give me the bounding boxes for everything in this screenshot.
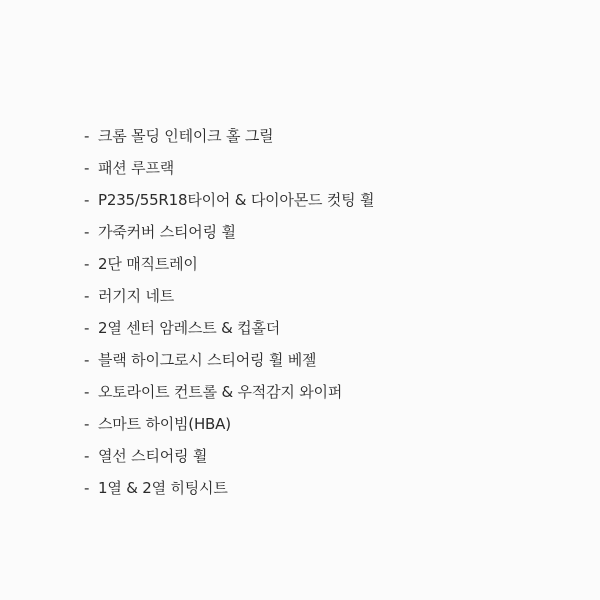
list-item	[84, 126, 560, 146]
bullet-dash-icon: -	[84, 479, 90, 497]
list-item	[84, 350, 560, 370]
bullet-dash-icon: -	[84, 287, 90, 305]
bullet-dash-icon: -	[84, 415, 90, 433]
list-item-label: 2단 매직트레이	[98, 255, 198, 273]
list-item	[84, 414, 560, 434]
bullet-dash-icon: -	[84, 319, 90, 337]
list-item	[84, 318, 560, 338]
bullet-dash-icon: -	[84, 127, 90, 145]
list-item-label: 러기지 네트	[98, 287, 175, 305]
list-item	[84, 254, 560, 274]
list-item-label: 스마트 하이빔(HBA)	[98, 415, 231, 433]
bullet-dash-icon: -	[84, 351, 90, 369]
list-item-label: 열선 스티어링 휠	[98, 447, 208, 465]
feature-list	[84, 126, 560, 498]
bullet-dash-icon: -	[84, 159, 90, 177]
list-item	[84, 446, 560, 466]
list-item-label: 가죽커버 스티어링 휠	[98, 223, 236, 241]
list-item	[84, 222, 560, 242]
bullet-dash-icon: -	[84, 447, 90, 465]
bullet-dash-icon: -	[84, 191, 90, 209]
list-item-label: 오토라이트 컨트롤 & 우적감지 와이퍼	[98, 383, 343, 401]
bullet-dash-icon: -	[84, 223, 90, 241]
list-item-label: P235/55R18타이어 & 다이아몬드 컷팅 휠	[98, 191, 375, 209]
list-item	[84, 478, 560, 498]
list-item	[84, 190, 560, 210]
list-item	[84, 382, 560, 402]
list-item-label: 패션 루프랙	[98, 159, 175, 177]
bullet-dash-icon: -	[84, 255, 90, 273]
list-item-label: 크롬 몰딩 인테이크 홀 그릴	[98, 127, 274, 145]
list-item	[84, 286, 560, 306]
bullet-dash-icon: -	[84, 383, 90, 401]
list-item-label: 1열 & 2열 히팅시트	[98, 479, 228, 497]
list-item-label: 2열 센터 암레스트 & 컵홀더	[98, 319, 281, 337]
list-item-label: 블랙 하이그로시 스티어링 휠 베젤	[98, 351, 317, 369]
list-item	[84, 158, 560, 178]
